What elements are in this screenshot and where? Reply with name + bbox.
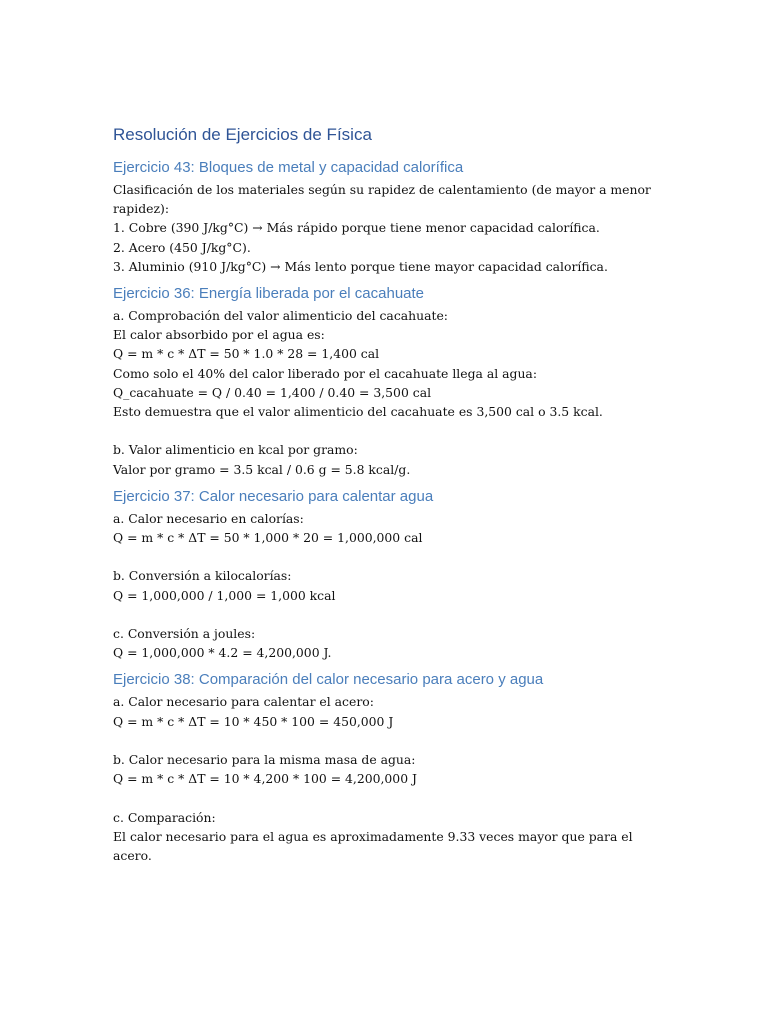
text-line: Como solo el 40% del calor liberado por el cacahuate llega al agua:: [113, 365, 537, 381]
blank-line: [113, 605, 653, 624]
equation-line: Q = m * c * ΔT = 10 * 4,200 * 100 = 4,200,000 J: [113, 771, 417, 787]
document-title: Resolución de Ejercicios de Física: [113, 125, 372, 144]
list-item: 3. Aluminio (910 J/kg°C) → Más lento porque tiene mayor capacidad calorífica.: [113, 258, 608, 274]
section-ejercicio-36: [113, 284, 653, 479]
equation-line: Q = 1,000,000 / 1,000 = 1,000 kcal: [113, 587, 336, 603]
section-ejercicio-43: [113, 158, 653, 276]
document-page: [113, 124, 653, 873]
text-line: a. Comprobación del valor alimenticio del cacahuate:: [113, 308, 448, 324]
equation-line: Q = 1,000,000 * 4.2 = 4,200,000 J.: [113, 645, 332, 661]
text-line: c. Comparación:: [113, 809, 216, 825]
text-line: a. Calor necesario en calorías:: [113, 510, 304, 526]
blank-line: [113, 421, 653, 440]
equation-line: Q = m * c * ΔT = 50 * 1,000 * 20 = 1,000,000 cal: [113, 530, 423, 546]
text-line: b. Calor necesario para la misma masa de agua:: [113, 752, 416, 768]
text-line: Esto demuestra que el valor alimenticio del cacahuate es 3,500 cal o 3.5 kcal.: [113, 404, 603, 420]
text-line: a. Calor necesario para calentar el acero:: [113, 694, 374, 710]
section-heading: Ejercicio 36: Energía liberada por el cacahuate: [113, 285, 425, 303]
text-line: rapidez):: [113, 201, 170, 217]
section-heading: Ejercicio 38: Comparación del calor necesario para acero y agua: [113, 671, 544, 689]
list-item: 2. Acero (450 J/kg°C).: [113, 239, 251, 255]
text-line: b. Conversión a kilocalorías:: [113, 568, 292, 584]
list-item: 1. Cobre (390 J/kg°C) → Más rápido porque tiene menor capacidad calorífica.: [113, 220, 600, 236]
text-line: Clasificación de los materiales según su rapidez de calentamiento (de mayor a menor: [113, 182, 651, 197]
equation-line: Q_cacahuate = Q / 0.40 = 1,400 / 0.40 = 3,500 cal: [113, 384, 432, 400]
equation-line: Valor por gramo = 3.5 kcal / 0.6 g = 5.8 kcal/g.: [113, 461, 411, 477]
blank-line: [113, 731, 653, 750]
section-ejercicio-37: [113, 487, 653, 663]
equation-line: Q = m * c * ΔT = 10 * 450 * 100 = 450,000 J: [113, 713, 394, 729]
equation-line: Q = m * c * ΔT = 50 * 1.0 * 28 = 1,400 cal: [113, 346, 380, 362]
section-heading: Ejercicio 43: Bloques de metal y capacidad calorífica: [113, 159, 464, 176]
blank-line: [113, 547, 653, 566]
text-line: b. Valor alimenticio en kcal por gramo:: [113, 442, 358, 458]
text-line: El calor necesario para el agua es aproximadamente 9.33 veces mayor que para el acero.: [113, 828, 637, 864]
blank-line: [113, 788, 653, 807]
section-ejercicio-38: [113, 670, 653, 865]
section-heading: Ejercicio 37: Calor necesario para calentar agua: [113, 487, 434, 505]
text-line: c. Conversión a joules:: [113, 626, 256, 642]
text-line: El calor absorbido por el agua es:: [113, 327, 325, 343]
